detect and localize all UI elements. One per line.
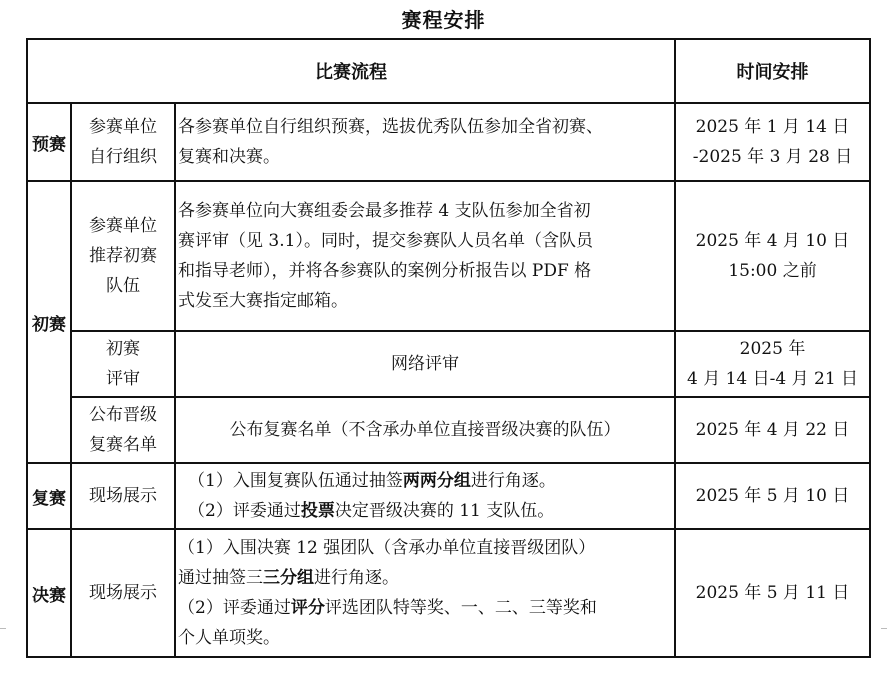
desc-emphasis: 三分组	[263, 568, 314, 588]
item-cell	[71, 331, 175, 397]
table-row	[27, 331, 870, 397]
desc-text: 评选团队特等奖、一、二、三等奖和	[324, 598, 597, 618]
stage-cell: 预赛	[27, 103, 71, 181]
time-line: 15:00 之前	[728, 261, 817, 281]
desc-cell	[175, 529, 675, 657]
desc-text: 进行角逐。	[314, 568, 399, 588]
time-cell	[675, 181, 870, 331]
item-line: 公布晋级	[89, 405, 157, 425]
time-cell	[675, 103, 870, 181]
desc-text: 决定晋级决赛的 11 支队伍。	[334, 501, 555, 521]
desc-text: （1）入围决赛 12 强团队（含承办单位直接晋级团队）	[178, 538, 596, 558]
item-cell: 现场展示	[71, 529, 175, 657]
item-line: 推荐初赛	[89, 246, 157, 266]
page-title: 赛程安排	[401, 8, 486, 32]
time-line: 2025 年 1 月 14 日	[695, 117, 850, 137]
time-line: -2025 年 3 月 28 日	[692, 147, 853, 167]
desc-text: 个人单项奖。	[178, 628, 280, 648]
time-line: 2025 年 4 月 10 日	[695, 231, 850, 251]
desc-emphasis: 评分	[290, 598, 325, 618]
table-row	[27, 529, 870, 657]
schedule-table	[26, 38, 871, 658]
desc-text: （2）评委通过	[188, 501, 301, 521]
table-header-row	[27, 39, 870, 103]
stage-cell: 复赛	[27, 463, 71, 529]
page-edge-mark	[0, 628, 6, 629]
item-line: 队伍	[106, 276, 140, 296]
desc-line: 复赛和决赛。	[178, 147, 280, 167]
desc-cell	[175, 103, 675, 181]
item-line: 参赛单位	[89, 216, 157, 236]
desc-text: 通过抽签三	[178, 568, 263, 588]
table-row	[27, 181, 870, 331]
desc-cell: 公布复赛名单（不含承办单位直接晋级决赛的队伍）	[175, 397, 675, 463]
item-line: 参赛单位	[89, 117, 157, 137]
item-line: 复赛名单	[89, 435, 157, 455]
desc-cell	[175, 463, 675, 529]
desc-line: 各参赛单位自行组织预赛，选拔优秀队伍参加全省初赛、	[178, 117, 603, 137]
page-edge-mark	[881, 628, 887, 629]
desc-text: 进行角逐。	[470, 471, 556, 491]
desc-line: 各参赛单位向大赛组委会最多推荐 4 支队伍参加全省初	[178, 201, 591, 221]
desc-line: 和指导老师），并将各参赛队的案例分析报告以 PDF 格	[178, 261, 592, 281]
header-flow: 比赛流程	[27, 39, 675, 103]
time-cell: 2025 年 4 月 22 日	[675, 397, 870, 463]
item-line: 评审	[106, 369, 140, 389]
desc-text: （2）评委通过	[178, 598, 291, 618]
table-row	[27, 103, 870, 181]
desc-line: 式发至大赛指定邮箱。	[178, 291, 348, 311]
desc-cell: 网络评审	[175, 331, 675, 397]
item-cell	[71, 103, 175, 181]
item-cell: 现场展示	[71, 463, 175, 529]
time-cell	[675, 331, 870, 397]
table-row	[27, 463, 870, 529]
desc-cell	[175, 181, 675, 331]
item-line: 初赛	[106, 339, 140, 359]
item-cell	[71, 181, 175, 331]
stage-cell: 初赛	[27, 181, 71, 463]
table-row	[27, 397, 870, 463]
time-line: 4 月 14 日-4 月 21 日	[686, 369, 859, 389]
desc-line: 赛评审（见 3.1）。同时，提交参赛队人员名单（含队员	[178, 231, 593, 251]
desc-emphasis: 两两分组	[402, 471, 471, 491]
desc-text: （1）入围复赛队伍通过抽签	[188, 471, 403, 491]
item-line: 自行组织	[89, 147, 157, 167]
time-line: 2025 年	[739, 339, 806, 359]
stage-cell: 决赛	[27, 529, 71, 657]
desc-emphasis: 投票	[300, 501, 335, 521]
header-time: 时间安排	[675, 39, 870, 103]
time-cell: 2025 年 5 月 10 日	[675, 463, 870, 529]
item-cell	[71, 397, 175, 463]
time-cell: 2025 年 5 月 11 日	[675, 529, 870, 657]
